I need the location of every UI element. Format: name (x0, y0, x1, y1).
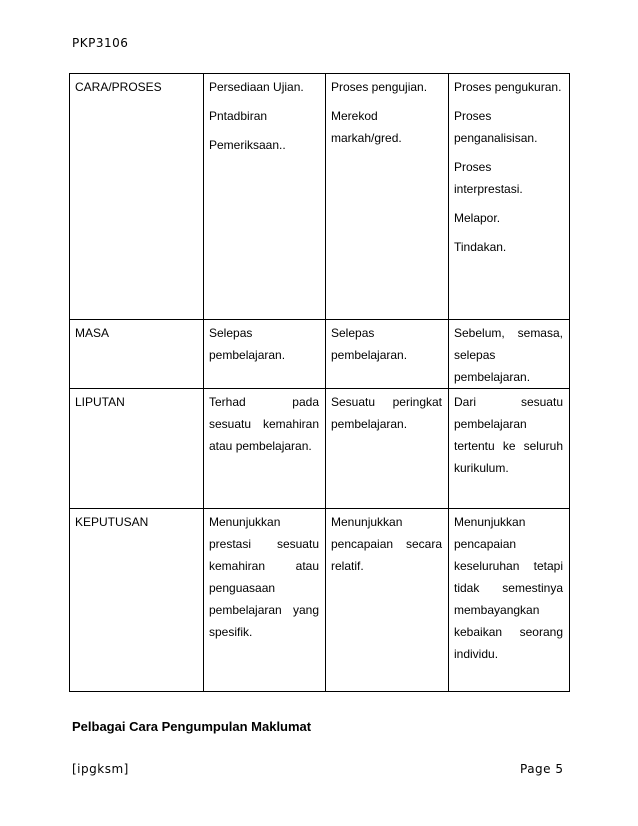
table-cell (204, 74, 326, 320)
row-label: CARA/PROSES (70, 74, 204, 320)
cell-item: Pntadbiran (209, 109, 268, 123)
footer-page-number: Page 5 (520, 762, 564, 776)
table-cell: Menunjukkan prestasi sesuatu kemahiran atau penguasaan pembelajaran yang spesifik. (204, 509, 326, 692)
row-label: MASA (70, 320, 204, 389)
cell-item: Proses pengujian. (331, 80, 428, 94)
row-label: KEPUTUSAN (70, 509, 204, 692)
table-row-masa (70, 320, 570, 389)
cell-item: Proses pengukuran. (454, 80, 562, 94)
cell-item: Pemeriksaan.. (209, 138, 286, 152)
comparison-table (69, 73, 570, 692)
table-cell (449, 74, 570, 320)
table-cell: Sebelum, semasa, selepas pembelajaran. (449, 320, 570, 389)
table-row-liputan (70, 389, 570, 509)
row-label: LIPUTAN (70, 389, 204, 509)
cell-item: Persediaan Ujian. (209, 80, 304, 94)
cell-item: Tindakan. (454, 240, 507, 254)
cell-item: Merekod markah/gred. (331, 109, 402, 145)
table-cell: Selepas pembelajaran. (204, 320, 326, 389)
cell-item: Proses interprestasi. (454, 160, 523, 196)
footer-institution: [ipgksm] (72, 762, 129, 776)
table-row-keputusan (70, 509, 570, 692)
cell-item: Melapor. (454, 211, 501, 225)
table-cell: Selepas pembelajaran. (326, 320, 449, 389)
table-cell: Dari sesuatu pembelajaran tertentu ke seluruh kurikulum. (449, 389, 570, 509)
document-header-code: PKP3106 (72, 36, 129, 50)
table-cell: Sesuatu peringkat pembelajaran. (326, 389, 449, 509)
section-heading: Pelbagai Cara Pengumpulan Maklumat (72, 719, 312, 734)
table-cell: Menunjukkan pencapaian keseluruhan tetapi tidak semestinya membayangkan kebaikan seorang individu. (449, 509, 570, 692)
table-row-cara-proses (70, 74, 570, 320)
table-cell: Terhad pada sesuatu kemahiran atau pembelajaran. (204, 389, 326, 509)
table-cell (326, 74, 449, 320)
cell-item: Proses penganalisisan. (454, 109, 538, 145)
table-cell: Menunjukkan pencapaian secara relatif. (326, 509, 449, 692)
